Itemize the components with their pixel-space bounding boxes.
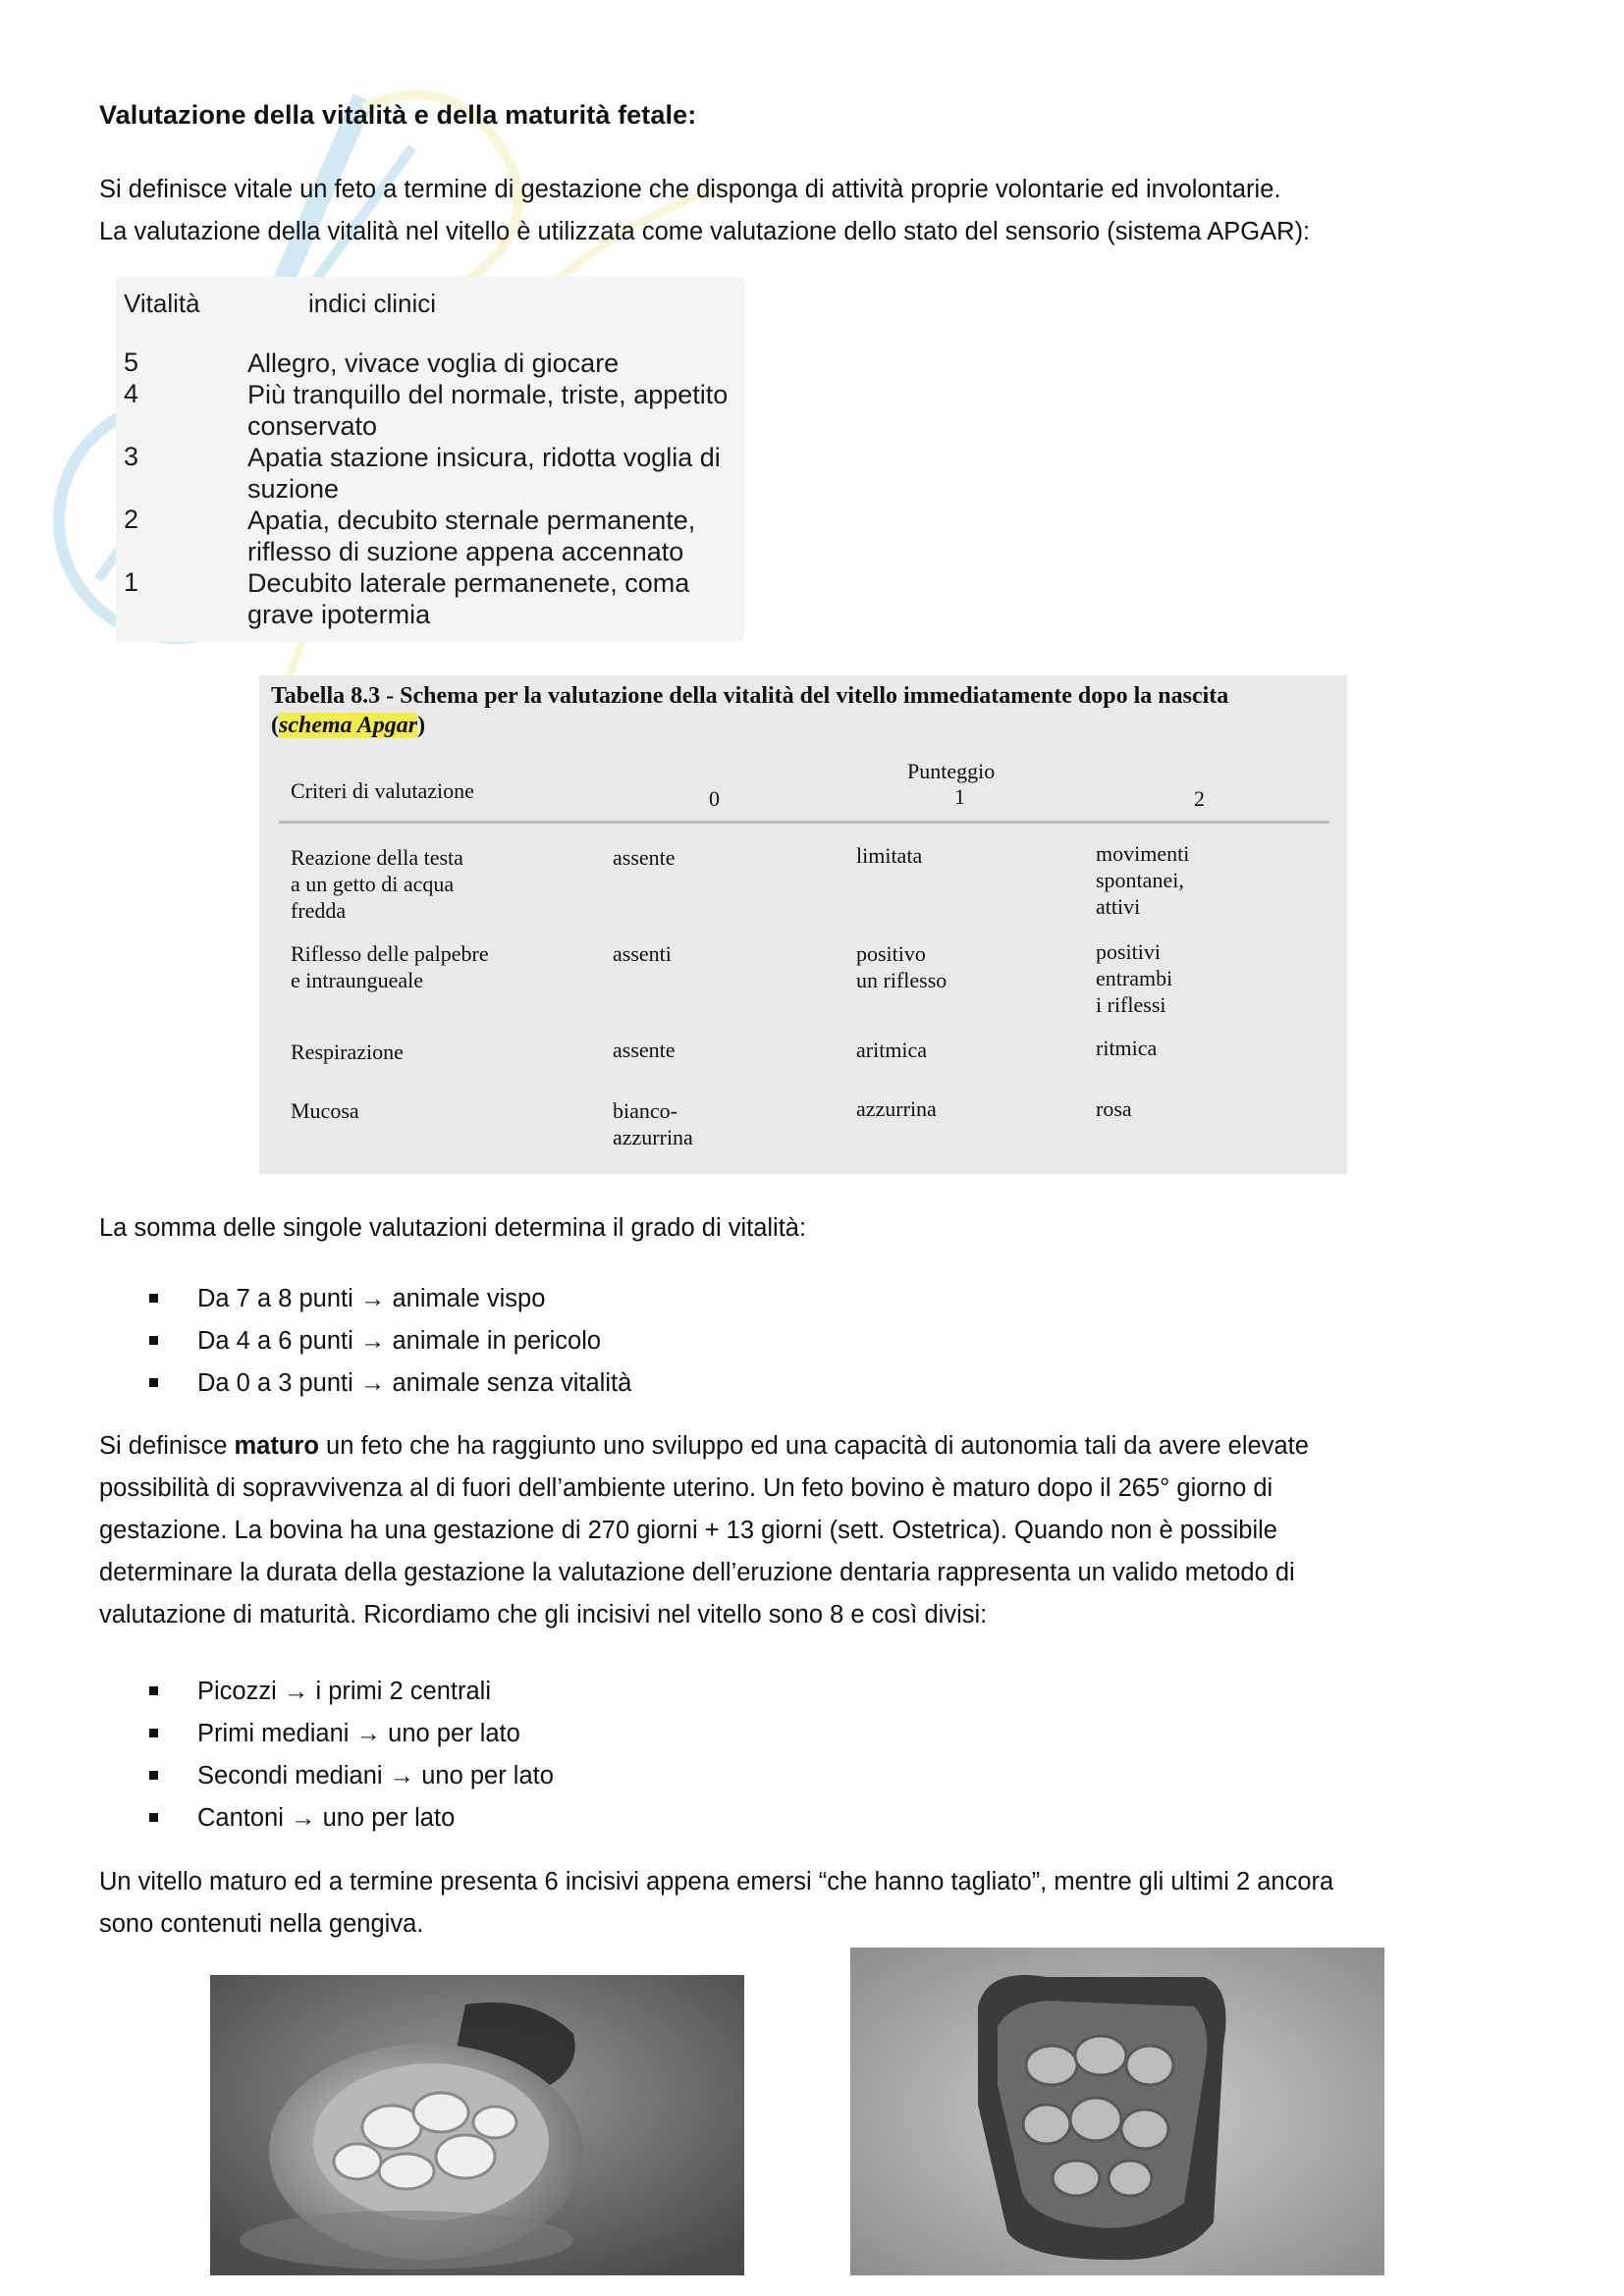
list-item [149, 1755, 554, 1797]
item-text: Da 4 a 6 punti [197, 1327, 360, 1355]
item-result: uno per lato [414, 1762, 554, 1789]
cell-line: positivo [856, 941, 926, 966]
list-item [149, 1797, 554, 1840]
cell-line: rosa [1096, 1096, 1132, 1121]
bullet-square-icon [149, 1294, 158, 1303]
cell-line: azzurrina [856, 1096, 937, 1121]
bullet-square-icon [149, 1336, 158, 1345]
cell-line: spontanei, [1096, 868, 1184, 892]
arrow-right-icon: → [359, 1369, 386, 1397]
score-1-cell [856, 1037, 927, 1063]
intro-paragraph [99, 169, 1533, 253]
list-item [149, 1278, 631, 1320]
cell-line: ritmica [1096, 1036, 1158, 1060]
cell-line: un riflesso [856, 968, 947, 992]
list-item [149, 1362, 631, 1405]
vitality-description-line: Apatia, decubito sternale permanente, [247, 506, 696, 535]
cell-line: Reazione della testa [291, 845, 463, 870]
cell-line: aritmica [856, 1038, 928, 1062]
list-item [149, 1713, 554, 1755]
cell-line: entrambi [1096, 966, 1173, 990]
intro-line-2: La valutazione della vitalità nel vitello è utilizzata come valutazione dello stato del sensorio (sistema APGAR): [99, 218, 1311, 245]
maturity-line-1 [99, 1425, 1533, 1468]
score-header-1: 1 [954, 784, 965, 809]
vitality-column-header: Vitalità [124, 289, 200, 318]
arrow-right-icon: → [359, 1285, 386, 1312]
closing-line-1: Un vitello maturo ed a termine presenta 6 incisivi appena emersi “che hanno tagliato”, mentre gli ultimi 2 ancora [99, 1868, 1334, 1896]
vitality-index-figure [116, 277, 744, 642]
cell-line: assenti [613, 941, 672, 966]
vitality-description-line: Allegro, vivace voglia di giocare [247, 348, 620, 378]
list-item [149, 1320, 631, 1362]
arrow-right-icon: → [359, 1327, 386, 1355]
item-text: Picozzi [197, 1678, 284, 1705]
vitality-score: 4 [124, 379, 139, 408]
score-0-cell [613, 844, 676, 871]
criteria-cell [291, 940, 489, 993]
criteria-header: Criteri di valutazione [291, 778, 474, 803]
cell-line: a un getto di acqua [291, 872, 455, 896]
criteria-cell [291, 1039, 404, 1065]
vitality-score: 2 [124, 505, 139, 534]
vitality-description [247, 379, 738, 442]
intro-line-1: Si definisce vitale un feto a termine di gestazione che disponga di attività proprie volontarie ed involontarie. [99, 176, 1281, 203]
score-2-cell [1096, 1095, 1132, 1122]
cell-line: attivi [1096, 894, 1141, 919]
bullet-square-icon [149, 1686, 158, 1695]
maturity-line-4: determinare la durata della gestazione la valutazione dell’eruzione dentaria rappresenta un valido metodo di [99, 1559, 1295, 1586]
calf-incisors-photo-1 [210, 1975, 744, 2275]
apgar-caption-paren: ) [417, 713, 426, 738]
clinical-index-column-header: indici clinici [308, 289, 437, 318]
vitality-description-line: conservato [247, 411, 378, 441]
item-result: uno per lato [315, 1804, 456, 1832]
score-0-cell [613, 940, 672, 967]
cell-line: movimenti [1096, 841, 1190, 866]
vitality-description-line: grave ipotermia [247, 600, 431, 629]
vitality-description [247, 347, 738, 379]
calf-incisors-photo-2 [850, 1948, 1384, 2275]
cell-line: fredda [291, 898, 347, 923]
arrow-right-icon: → [389, 1762, 415, 1789]
vitality-description-line: Apatia stazione insicura, ridotta voglia di [247, 443, 721, 472]
cell-line: azzurrina [613, 1125, 693, 1149]
item-text: Primi mediani [197, 1720, 356, 1747]
maturity-term: maturo [234, 1432, 319, 1460]
sum-paragraph: La somma delle singole valutazioni determina il grado di vitalità: [99, 1214, 807, 1242]
maturity-paragraph [99, 1425, 1533, 1636]
maturity-line-2: possibilità di sopravvivenza al di fuori dell’ambiente uterino. Un feto bovino è maturo dopo il 265° giorno di [99, 1474, 1273, 1502]
maturity-line-5: valutazione di maturità. Ricordiamo che gli incisivi nel vitello sono 8 e così divisi: [99, 1601, 988, 1629]
vitality-description [247, 442, 738, 505]
criteria-cell [291, 1097, 359, 1124]
score-0-cell [613, 1037, 676, 1063]
cell-line: bianco- [613, 1098, 677, 1123]
text-run: un feto che ha raggiunto uno sviluppo ed una capacità di autonomia tali da avere elevate [318, 1432, 1309, 1460]
score-2-cell [1096, 840, 1189, 920]
score-1-cell [856, 940, 947, 993]
item-text: Da 7 a 8 punti [197, 1285, 360, 1312]
cell-line: positivi [1096, 939, 1162, 964]
vitality-description-line: Più tranquillo del normale, triste, appetito [247, 380, 729, 409]
arrow-right-icon: → [290, 1804, 316, 1832]
arrow-right-icon: → [283, 1678, 309, 1705]
list-item [149, 1671, 554, 1713]
cell-line: Mucosa [291, 1098, 359, 1123]
item-text: Cantoni [197, 1804, 291, 1832]
score-2-cell [1096, 1035, 1157, 1061]
cell-line: Respirazione [291, 1040, 404, 1064]
item-text: Secondi mediani [197, 1762, 390, 1789]
score-1-cell [856, 842, 922, 869]
apgar-caption-label: Tabella 8.3 [271, 683, 381, 709]
item-result: animale senza vitalità [385, 1369, 632, 1397]
score-1-cell [856, 1095, 937, 1122]
vitality-description-line: riflesso di suzione appena accennato [247, 537, 684, 566]
bullet-square-icon [149, 1771, 158, 1780]
cell-line: i riflessi [1096, 992, 1166, 1017]
apgar-caption-paren: ( [271, 713, 279, 738]
page-title: Valutazione della vitalità e della maturità fetale: [99, 100, 697, 130]
bullet-square-icon [149, 1813, 158, 1822]
vitality-description-line: Decubito laterale permanenete, coma [247, 568, 690, 598]
criteria-cell [291, 844, 463, 924]
score-list [149, 1278, 631, 1405]
apgar-caption-text: - Schema per la valutazione della vitalità del vitello immediatamente dopo la nascita [380, 683, 1229, 709]
score-0-cell [613, 1097, 693, 1150]
score-group-header: Punteggio [907, 759, 996, 783]
item-result: animale in pericolo [385, 1327, 602, 1355]
teeth-list [149, 1671, 554, 1840]
apgar-table-caption [271, 681, 1331, 740]
item-result: i primi 2 centrali [308, 1678, 491, 1705]
cell-line: assente [613, 1038, 676, 1062]
text-run: Si definisce [99, 1432, 235, 1460]
closing-paragraph [99, 1861, 1533, 1946]
vitality-description-line: suzione [247, 474, 340, 504]
vitality-score: 3 [124, 442, 139, 471]
vitality-description [247, 505, 738, 567]
apgar-table-figure [259, 675, 1347, 1174]
bullet-square-icon [149, 1378, 158, 1387]
item-result: animale vispo [385, 1285, 546, 1312]
arrow-right-icon: → [355, 1720, 382, 1747]
closing-line-2: sono contenuti nella gengiva. [99, 1910, 424, 1938]
vitality-score: 1 [124, 567, 139, 597]
table-rule [279, 821, 1329, 824]
vitality-score: 5 [124, 347, 139, 377]
cell-line: limitata [856, 843, 923, 868]
vitality-description [247, 567, 738, 630]
item-text: Da 0 a 3 punti [197, 1369, 360, 1397]
score-header-0: 0 [709, 786, 720, 811]
score-header-2: 2 [1194, 786, 1205, 811]
bullet-square-icon [149, 1729, 158, 1737]
cell-line: Riflesso delle palpebre [291, 941, 489, 966]
item-result: uno per lato [381, 1720, 520, 1747]
cell-line: assente [613, 845, 676, 870]
cell-line: e intraungueale [291, 968, 423, 992]
maturity-line-3: gestazione. La bovina ha una gestazione di 270 giorni + 13 giorni (sett. Ostetrica). Quando non è possibile [99, 1517, 1277, 1544]
apgar-caption-highlight: schema Apgar [279, 713, 418, 738]
score-2-cell [1096, 938, 1172, 1018]
